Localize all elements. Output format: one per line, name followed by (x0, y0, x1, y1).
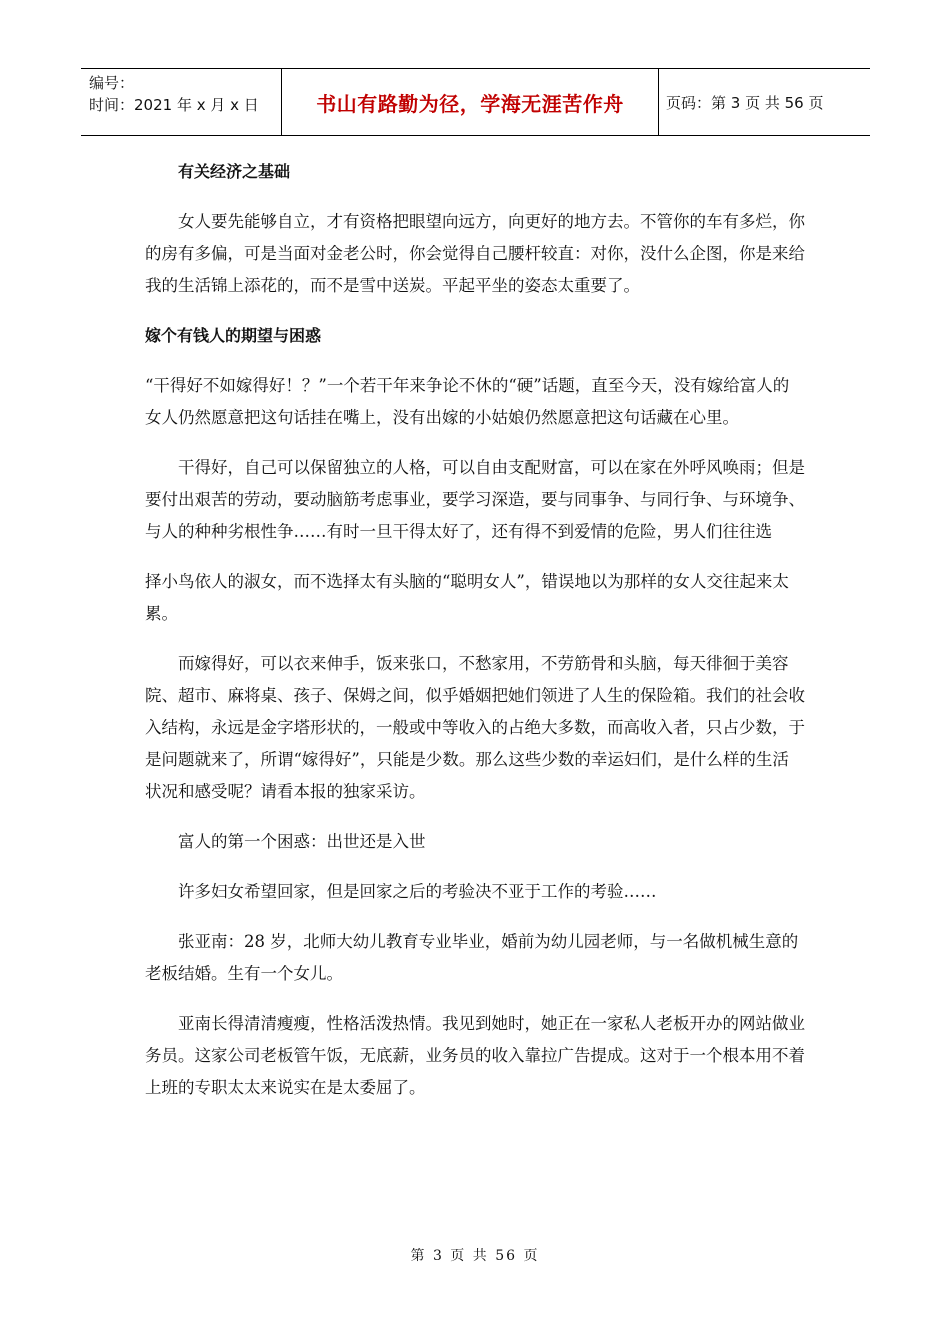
paragraph: 亚南长得清清瘦瘦，性格活泼热情。我见到她时，她正在一家私人老板开办的网站做业务员。这家公司老板管午饭，无底薪，业务员的收入靠拉广告提成。这对于一个根本用不着上班的专职太太来说实在是太委屈了。 (145, 1014, 805, 1097)
document-body (145, 156, 805, 1122)
paragraph: 女人要先能够自立，才有资格把眼望向远方，向更好的地方去。不管你的车有多烂，你的房有多偏，可是当面对金老公时，你会觉得自己腰杆较直：对你，没什么企图，你是来给我的生活锦上添花的，而不是雪中送炭。平起平坐的姿态太重要了。 (145, 212, 805, 295)
page-footer: 第 3 页 共 56 页 (410, 1248, 540, 1264)
paragraph: 而嫁得好，可以衣来伸手，饭来张口，不愁家用，不劳筋骨和头脑，每天徘徊于美容院、超市、麻将桌、孩子、保姆之间，似乎婚姻把她们领进了人生的保险箱。我们的社会收入结构，永远是金字塔形状的，一般或中等收入的占绝大多数，而高收入者，只占少数，于是问题就来了，所谓“嫁得好”，只能是少数。那么这些少数的幸运妇们，是什么样的生活状况和感受呢？请看本报的独家采访。 (145, 654, 805, 801)
section-heading-marriage: 嫁个有钱人的期望与困惑 (145, 326, 322, 345)
header-date: 时间：2021 年 x 月 x 日 (89, 96, 259, 114)
paragraph: 张亚南：28 岁，北师大幼儿教育专业毕业，婚前为幼儿园老师，与一名做机械生意的老板结婚。生有一个女儿。 (145, 932, 799, 983)
page-header (81, 68, 870, 136)
header-page-info: 页码：第 3 页 共 56 页 (666, 93, 824, 112)
paragraph: 许多妇女希望回家，但是回家之后的考验决不亚于工作的考验…… (178, 882, 657, 901)
section-heading-economy: 有关经济之基础 (178, 162, 291, 181)
header-meta (81, 69, 282, 135)
header-number-label: 编号： (89, 74, 135, 92)
paragraph: “干得好不如嫁得好！？”一个若干年来争论不休的“硬”话题，直至今天，没有嫁给富人的女人仍然愿意把这句话挂在嘴上，没有出嫁的小姑娘仍然愿意把这句话藏在心里。 (145, 376, 790, 427)
paragraph: 择小鸟依人的淑女，而不选择太有头脑的“聪明女人”，错误地以为那样的女人交往起来太累。 (145, 572, 789, 623)
subheading-first-confusion: 富人的第一个困惑：出世还是入世 (178, 832, 426, 851)
paragraph: 干得好，自己可以保留独立的人格，可以自由支配财富，可以在家在外呼风唤雨；但是要付出艰苦的劳动，要动脑筋考虑事业，要学习深造，要与同事争、与同行争、与环境争、与人的种种劣根性争……有时一旦干得太好了，还有得不到爱情的危险，男人们往往选 (145, 458, 805, 541)
header-motto: 书山有路勤为径，学海无涯苦作舟 (282, 69, 659, 135)
